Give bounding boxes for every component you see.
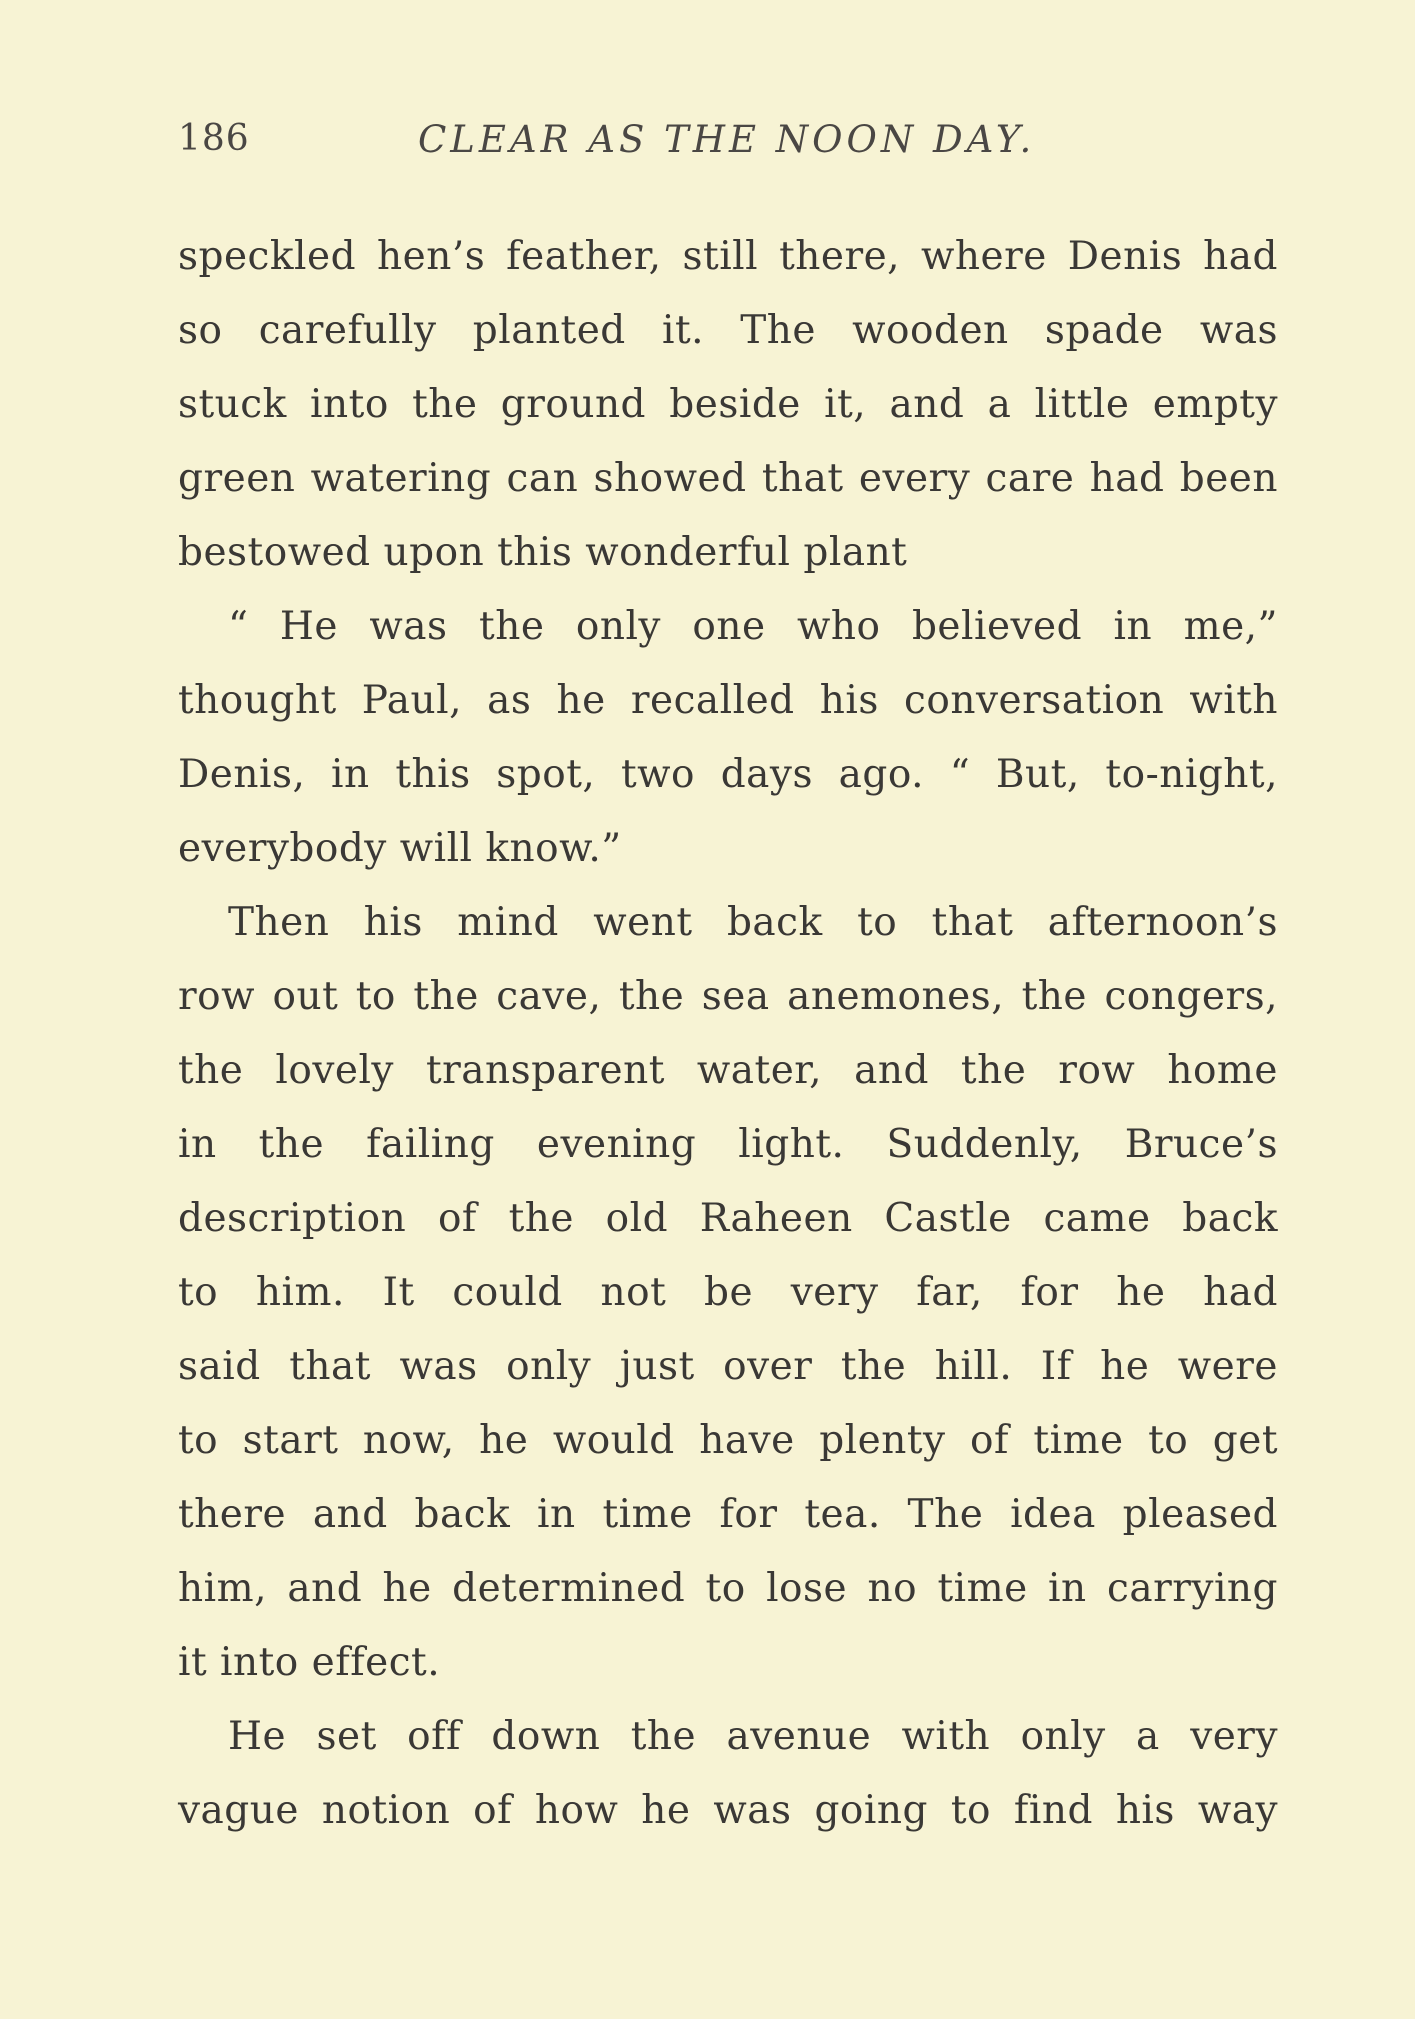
text-line: stuck into the ground beside it, and a little empty [178, 382, 1278, 427]
body-text [178, 220, 1278, 1848]
text-line: to start now, he would have plenty of time to get [178, 1418, 1278, 1463]
text-line: it into effect. [178, 1640, 441, 1685]
text-line: in the failing evening light. Suddenly, Bruce’s [178, 1122, 1278, 1167]
text-line: everybody will know.” [178, 826, 622, 871]
text-line: vague notion of how he was going to find his way [178, 1788, 1278, 1833]
text-line: bestowed upon this wonderful plant [178, 530, 908, 575]
text-line: there and back in time for tea. The idea pleased [178, 1492, 1278, 1537]
page-header [178, 118, 1278, 178]
text-line: Then his mind went back to that afternoon’s [228, 900, 1278, 945]
text-line: the lovely transparent water, and the row home [178, 1048, 1278, 1093]
page-number: 186 [178, 118, 250, 159]
text-line: thought Paul, as he recalled his conversation with [178, 678, 1278, 723]
text-line: green watering can showed that every care had been [178, 456, 1278, 501]
text-line: Denis, in this spot, two days ago. “ But, to-night, [178, 752, 1278, 797]
text-line: to him. It could not be very far, for he had [178, 1270, 1278, 1315]
text-line: so carefully planted it. The wooden spade was [178, 308, 1278, 353]
text-line: description of the old Raheen Castle came back [178, 1196, 1278, 1241]
running-head: CLEAR AS THE NOON DAY. [418, 118, 1036, 161]
text-line: “ He was the only one who believed in me,” [228, 604, 1278, 649]
text-line: He set off down the avenue with only a very [228, 1714, 1278, 1759]
text-line: him, and he determined to lose no time in carrying [178, 1566, 1278, 1611]
text-line: row out to the cave, the sea anemones, the congers, [178, 974, 1278, 1019]
text-line: said that was only just over the hill. If he were [178, 1344, 1278, 1389]
text-line: speckled hen’s feather, still there, where Denis had [178, 234, 1278, 279]
